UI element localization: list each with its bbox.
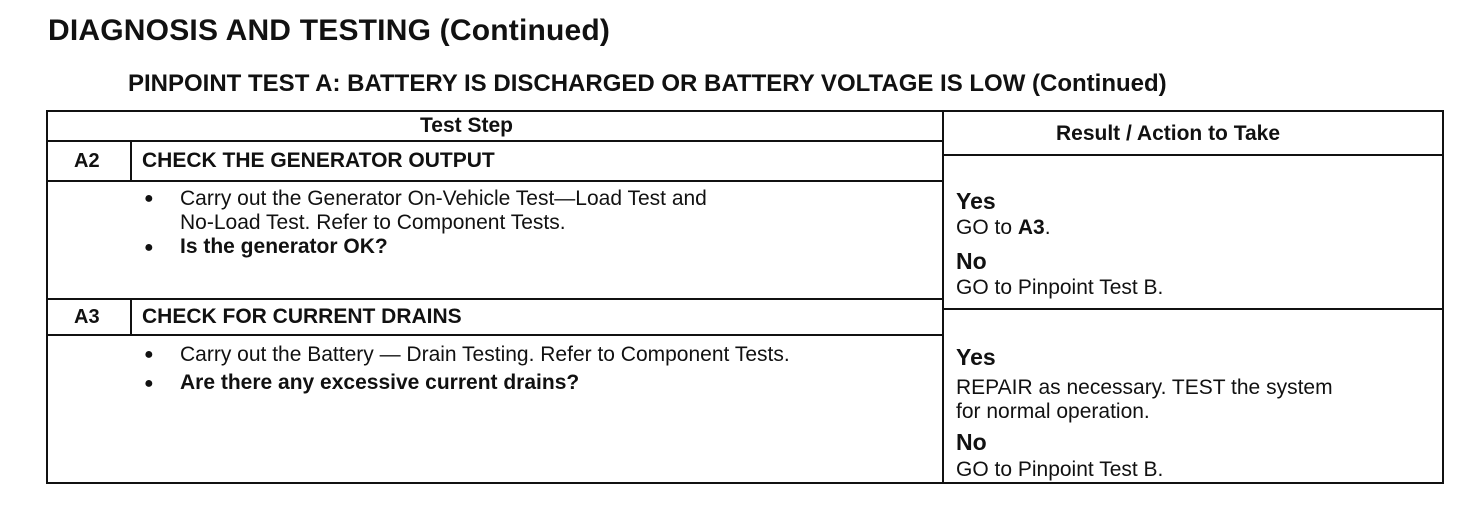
step-title-a3: CHECK FOR CURRENT DRAINS (142, 305, 462, 328)
a2-instruction-line-1: Carry out the Generator On-Vehicle Test—Load Test and (180, 187, 707, 210)
header-divider-right (942, 154, 1444, 156)
a2-instruction-line-2: No-Load Test. Refer to Component Tests. (180, 211, 566, 234)
a2-yes-action: GO to A3. (956, 216, 1051, 239)
a2-yes-label: Yes (956, 188, 996, 214)
column-header-result-action: Result / Action to Take (1056, 122, 1281, 145)
a2-no-label: No (956, 248, 987, 274)
step-id-a2: A2 (74, 150, 100, 172)
a2-id-divider (130, 142, 132, 180)
step-separator-right (942, 308, 1444, 310)
header-divider-left (48, 140, 942, 142)
a2-no-action: GO to Pinpoint Test B. (956, 276, 1164, 299)
pinpoint-test-table (46, 110, 1444, 484)
a3-no-label: No (956, 429, 987, 455)
a3-yes-action-line-2: for normal operation. (956, 400, 1150, 423)
a3-question: Are there any excessive current drains? (180, 371, 580, 394)
pinpoint-test-title: PINPOINT TEST A: BATTERY IS DISCHARGED OR BATTERY VOLTAGE IS LOW (Continued) (128, 70, 1167, 97)
a3-title-divider (48, 334, 942, 336)
bullet-icon: ● (144, 190, 154, 207)
column-header-test-step: Test Step (420, 114, 513, 137)
a2-yes-action-target: A3 (1017, 216, 1045, 239)
a3-no-action: GO to Pinpoint Test B. (956, 458, 1164, 481)
step-id-a3: A3 (74, 306, 100, 328)
a3-id-divider (130, 300, 132, 334)
bullet-icon: ● (144, 239, 154, 256)
bullet-icon: ● (144, 346, 154, 363)
a3-yes-action-line-1: REPAIR as necessary. TEST the system (956, 376, 1333, 399)
bullet-icon: ● (144, 375, 154, 392)
column-divider (942, 112, 944, 484)
step-title-a2: CHECK THE GENERATOR OUTPUT (142, 149, 495, 172)
a2-title-divider (48, 180, 942, 182)
a3-instruction-line-1: Carry out the Battery — Drain Testing. Refer to Component Tests. (180, 343, 790, 366)
page-heading: DIAGNOSIS AND TESTING (Continued) (48, 14, 611, 47)
step-separator-left (48, 298, 942, 300)
a3-yes-label: Yes (956, 344, 996, 370)
a2-question: Is the generator OK? (180, 235, 388, 258)
